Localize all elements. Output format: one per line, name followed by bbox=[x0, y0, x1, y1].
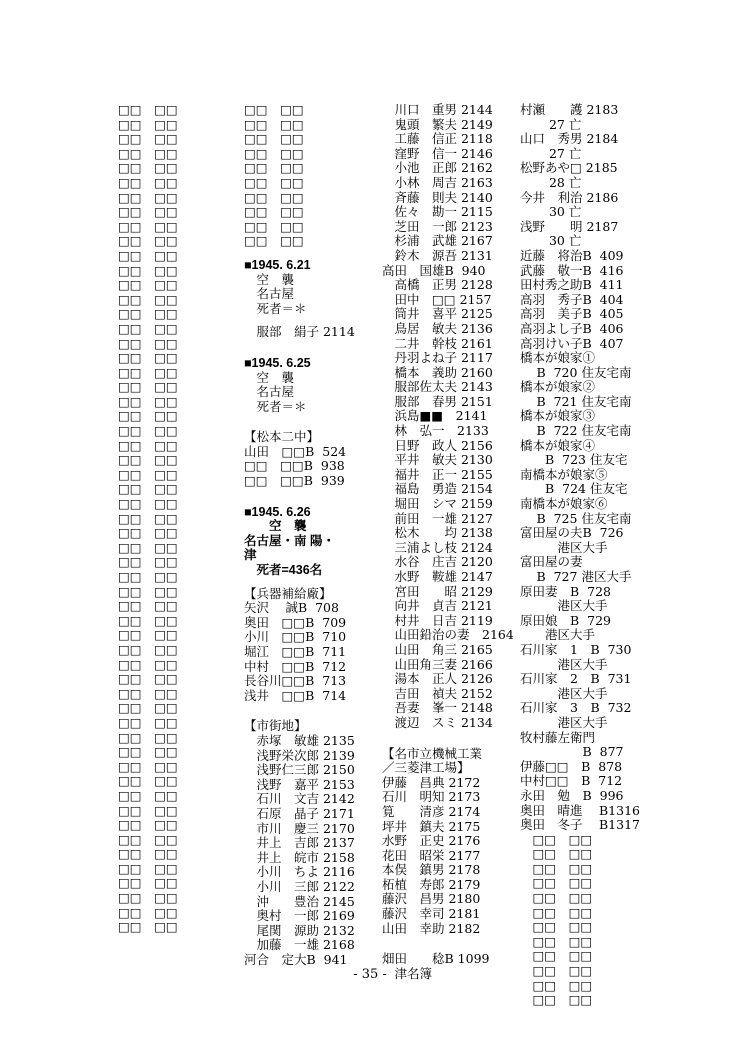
name-entry: 前田 一雄 2127 bbox=[382, 510, 493, 526]
redacted-row: □□ □□ bbox=[118, 102, 178, 117]
name-entry: 富田屋の夫B 726 bbox=[520, 525, 624, 541]
name-entry: 山口 秀男 2184 bbox=[520, 131, 619, 147]
name-entry: 市川 慶三 2170 bbox=[244, 820, 355, 836]
name-entry: 港区大手 bbox=[520, 598, 608, 614]
redacted-row: □□ □□ bbox=[118, 569, 178, 584]
name-entry: 橋本が娘家③ bbox=[520, 408, 596, 424]
redacted-row: □□ □□ bbox=[118, 291, 178, 307]
name-entry: 小林 周吉 2163 bbox=[382, 174, 493, 190]
column-2 bbox=[244, 103, 355, 967]
redacted-row: □□ □□ bbox=[118, 773, 178, 789]
name-entry: 鈴木 源吾 2131 bbox=[382, 247, 493, 263]
name-entry: 日野 政人 2156 bbox=[382, 437, 493, 453]
redacted-row: □□ □□ bbox=[118, 714, 178, 730]
name-entry: 筒井 喜平 2125 bbox=[382, 306, 493, 322]
name-entry: 松野あや□ 2185 bbox=[520, 160, 618, 176]
name-entry: 小川 三郎 2122 bbox=[244, 878, 355, 894]
redacted-row: □□ □□ bbox=[520, 904, 593, 920]
section-header-matsumoto: 【松本二中】 bbox=[244, 429, 320, 445]
name-entry: 高羽 秀子B 404 bbox=[520, 291, 624, 307]
redacted-row: □□ □□ bbox=[118, 116, 178, 132]
name-entry: 高羽よし子B 406 bbox=[520, 320, 624, 336]
name-entry: 奥田 冬子 B1317 bbox=[520, 817, 640, 833]
name-entry: 堀田 シマ 2159 bbox=[382, 496, 493, 512]
name-entry: 今井 利治 2186 bbox=[520, 189, 619, 205]
name-entry: 加藤 一雄 2168 bbox=[244, 937, 355, 953]
redacted-row: □□ □□ bbox=[118, 671, 178, 687]
name-entry: 田中 □□ 2157 bbox=[382, 291, 492, 307]
name-entry: 30 亡 bbox=[520, 204, 582, 220]
raid-type: 空 襲 bbox=[244, 369, 295, 385]
name-entry: 27 亡 bbox=[520, 145, 582, 161]
section-header-city: 【市街地】 bbox=[244, 718, 307, 734]
name-entry: 武藤 敬一B 416 bbox=[520, 262, 624, 278]
redacted-row: □□ □□ bbox=[118, 131, 178, 147]
redacted-row: □□ □□ bbox=[118, 350, 178, 366]
name-entry: B 877 bbox=[520, 744, 624, 760]
name-entry: 中村 □□B 712 bbox=[244, 658, 347, 674]
name-entry: 小川 □□B 710 bbox=[244, 629, 347, 645]
redacted-row: □□ □□ bbox=[118, 466, 178, 482]
redacted-row: □□ □□ bbox=[118, 612, 178, 628]
raid-type: 空 襲 bbox=[244, 519, 307, 534]
name-entry: 服部 春男 2151 bbox=[382, 393, 493, 409]
name-entry: 川口 重男 2144 bbox=[382, 102, 493, 117]
name-rows bbox=[382, 103, 514, 731]
redacted-row: □□ □□ bbox=[118, 496, 178, 512]
name-entry: 南橋本が娘家⑤ bbox=[520, 466, 608, 482]
name-entry: 原田娘 B 729 bbox=[520, 612, 611, 628]
name-entry: 牧村藤左衛門 bbox=[520, 729, 596, 745]
name-rows bbox=[520, 103, 640, 833]
name-entry: 二井 幹枝 2161 bbox=[382, 335, 493, 351]
redacted-row: □□ □□ bbox=[244, 102, 304, 117]
name-entry: 本俣 鎮男 2178 bbox=[382, 862, 481, 878]
redacted-row: □□ □□ bbox=[244, 116, 304, 132]
name-entry: 津名簿 bbox=[382, 965, 433, 981]
factory-rows bbox=[382, 776, 514, 937]
name-entry: 山田 幸助 2182 bbox=[382, 920, 481, 936]
name-entry: 永田 勉 B 996 bbox=[520, 787, 624, 803]
name-entry: 橋本 義助 2160 bbox=[382, 364, 493, 380]
name-entry: 向井 貞吉 2121 bbox=[382, 598, 493, 614]
redacted-row: □□ □□ bbox=[118, 247, 178, 263]
name-entry: 高羽 美子B 405 bbox=[520, 306, 624, 322]
name-entry: 橋本が娘家④ bbox=[520, 437, 596, 453]
name-entry: 丹羽よね子 2117 bbox=[382, 350, 493, 366]
name-entry: □□ □□B 938 bbox=[244, 458, 345, 474]
name-entry: 吉田 禎夫 2152 bbox=[382, 685, 493, 701]
name-entry: 窪野 信一 2146 bbox=[382, 145, 493, 161]
name-entry: 石原 晶子 2171 bbox=[244, 805, 355, 821]
name-entry: 中村□□ B 712 bbox=[520, 773, 623, 789]
redacted-row: □□ □□ bbox=[118, 554, 178, 570]
name-entry: 浜島■■ 2141 bbox=[382, 408, 488, 424]
redacted-row: □□ □□ bbox=[520, 875, 593, 891]
raid-type: 空 襲 bbox=[244, 271, 295, 287]
redacted-row: □□ □□ bbox=[118, 204, 178, 220]
name-entry: 村井 日吉 2119 bbox=[382, 612, 493, 628]
redacted-row: □□ □□ bbox=[118, 408, 178, 424]
name-entry: 杉浦 武雄 2167 bbox=[382, 233, 493, 249]
name-entry: 山田角三妻 2166 bbox=[382, 656, 493, 672]
raid-date-0626: ■1945. 6.26 bbox=[244, 504, 311, 519]
name-entry: 山田 □□B 524 bbox=[244, 443, 347, 459]
name-entry: 河合 定大B 941 bbox=[244, 951, 348, 967]
raid-place: 名古屋 bbox=[244, 384, 295, 400]
name-entry: 水野 正史 2176 bbox=[382, 833, 481, 849]
raid-deaths: 死者＝＊ bbox=[244, 300, 307, 316]
redacted-row: □□ □□ bbox=[118, 306, 178, 322]
name-entry: 伊藤□□ B 878 bbox=[520, 758, 623, 774]
name-entry: B 727 港区大手 bbox=[520, 569, 632, 584]
redacted-row: □□ □□ bbox=[520, 831, 593, 847]
redacted-row: □□ □□ bbox=[244, 189, 304, 205]
redacted-row: □□ □□ bbox=[118, 481, 178, 497]
redacted-row: □□ □□ bbox=[118, 583, 178, 599]
name-entry: 三浦よし枝 2124 bbox=[382, 539, 493, 555]
name-entry: B 721 住友宅南 bbox=[520, 393, 632, 409]
raid-date-0625: ■1945. 6.25 bbox=[244, 355, 311, 370]
redacted-row: □□ □□ bbox=[118, 262, 178, 278]
name-entry: 福島 勇造 2154 bbox=[382, 481, 493, 497]
redacted-row: □□ □□ bbox=[118, 787, 178, 803]
name-entry: 湯本 正人 2126 bbox=[382, 671, 493, 687]
raid-deaths: 死者=436名 bbox=[244, 563, 323, 578]
redacted-row: □□ □□ bbox=[118, 452, 178, 468]
name-entry: 浅野 明 2187 bbox=[520, 218, 619, 234]
redacted-row: □□ □□ bbox=[118, 233, 178, 249]
redacted-rows bbox=[244, 103, 355, 249]
redacted-row: □□ □□ bbox=[118, 174, 178, 190]
name-entry: 浅井 □□B 714 bbox=[244, 687, 347, 703]
name-entry: 浅野仁三郎 2150 bbox=[244, 762, 355, 778]
name-entry: 柘植 寿郎 2179 bbox=[382, 876, 481, 892]
name-entry: 工藤 信正 2118 bbox=[382, 131, 493, 147]
redacted-row: □□ □□ bbox=[118, 744, 178, 760]
redacted-row: □□ □□ bbox=[520, 933, 593, 949]
redacted-row: □□ □□ bbox=[118, 364, 178, 380]
name-entry: 赤塚 敏雄 2135 bbox=[244, 732, 355, 748]
redacted-row: □□ □□ bbox=[520, 963, 593, 979]
name-entry: 村瀬 護 2183 bbox=[520, 102, 619, 117]
redacted-row: □□ □□ bbox=[520, 992, 593, 1008]
name-entry: 花田 昭栄 2177 bbox=[382, 847, 481, 863]
name-entry: 小池 正郎 2162 bbox=[382, 160, 493, 176]
name-entry: 吾妻 峯一 2148 bbox=[382, 700, 493, 716]
redacted-row: □□ □□ bbox=[520, 919, 593, 935]
name-entry: 服部佐太夫 2143 bbox=[382, 379, 493, 395]
arsenal-rows bbox=[244, 601, 355, 703]
redacted-row: □□ □□ bbox=[118, 525, 178, 541]
redacted-row: □□ □□ bbox=[244, 233, 304, 249]
name-entry: B 720 住友宅南 bbox=[520, 364, 632, 380]
name-entry: 井上 皖市 2158 bbox=[244, 849, 355, 865]
name-entry: 筧 清彦 2174 bbox=[382, 803, 481, 819]
name-entry: 尾関 源助 2132 bbox=[244, 922, 355, 938]
name-entry: 港区大手 bbox=[520, 627, 596, 643]
name-entry: 石川家 3 B 732 bbox=[520, 700, 632, 716]
name-entry: 浅野栄次郎 2139 bbox=[244, 747, 355, 763]
name-entry: 伊藤 昌典 2172 bbox=[382, 774, 481, 790]
name-entry: 石川 文吉 2142 bbox=[244, 791, 355, 807]
name-entry: 鬼頭 繁夫 2149 bbox=[382, 116, 493, 132]
name-entry: 芝田 一郎 2123 bbox=[382, 218, 493, 234]
name-entry: B 724 住友宅 bbox=[520, 481, 628, 497]
redacted-row: □□ □□ bbox=[118, 423, 178, 439]
name-entry: 坪井 鎮夫 2175 bbox=[382, 818, 481, 834]
redacted-row: □□ □□ bbox=[118, 758, 178, 774]
name-entry: 水谷 庄吉 2120 bbox=[382, 554, 493, 570]
name-entry: 28 亡 bbox=[520, 174, 582, 190]
name-entry: 平井 敏夫 2130 bbox=[382, 452, 493, 468]
redacted-row: □□ □□ bbox=[244, 174, 304, 190]
name-entry: 林 弘一 2133 bbox=[382, 423, 489, 439]
name-entry: 堀江 □□B 711 bbox=[244, 644, 347, 659]
school-rows bbox=[244, 445, 355, 489]
name-entry: 30 亡 bbox=[520, 233, 582, 249]
name-entry: 港区大手 bbox=[520, 539, 608, 555]
name-entry: B 725 住友宅南 bbox=[520, 510, 632, 526]
redacted-row: □□ □□ bbox=[118, 860, 178, 876]
redacted-row: □□ □□ bbox=[520, 948, 593, 964]
redacted-row: □□ □□ bbox=[520, 977, 593, 993]
section-header-arsenal: 【兵器補給廠】 bbox=[244, 585, 332, 601]
redacted-row: □□ □□ bbox=[118, 627, 178, 643]
name-entry: 奥村 一郎 2169 bbox=[244, 908, 355, 924]
redacted-row: □□ □□ bbox=[118, 437, 178, 453]
name-entry: 水野 鞍雄 2147 bbox=[382, 569, 493, 584]
name-entry: 高田 国雄B 940 bbox=[382, 262, 486, 278]
raid-place: 名古屋・南 陽・ bbox=[244, 533, 335, 548]
redacted-row: □□ □□ bbox=[118, 145, 178, 161]
name-entry: 港区大手 bbox=[520, 685, 608, 701]
city-rows bbox=[244, 734, 355, 968]
name-entry: 高羽けい子B 407 bbox=[520, 335, 624, 351]
name-entry: 浅野 嘉平 2153 bbox=[244, 776, 355, 792]
name-entry: 山田 角三 2165 bbox=[382, 641, 493, 657]
name-entry: 石川家 2 B 731 bbox=[520, 671, 632, 687]
name-entry: 井上 吉郎 2137 bbox=[244, 835, 355, 851]
redacted-row: □□ □□ bbox=[118, 700, 178, 716]
redacted-row: □□ □□ bbox=[244, 218, 304, 234]
name-entry: 奥田 晴進 B1316 bbox=[520, 802, 640, 818]
name-entry: 福井 正一 2155 bbox=[382, 466, 493, 482]
raid-deaths: 死者＝＊ bbox=[244, 398, 307, 414]
name-entry: 南橋本が娘家⑥ bbox=[520, 496, 608, 512]
redacted-row: □□ □□ bbox=[118, 685, 178, 701]
raid-entry: 服部 絹子 2114 bbox=[244, 324, 355, 340]
redacted-row: □□ □□ bbox=[520, 860, 593, 876]
redacted-row: □□ □□ bbox=[118, 379, 178, 395]
name-entry: 宮田 昭 2129 bbox=[382, 583, 493, 599]
name-entry: 斉藤 則夫 2140 bbox=[382, 189, 493, 205]
redacted-row: □□ □□ bbox=[118, 802, 178, 818]
section-header-factory-2: ／三菱津工場】 bbox=[382, 760, 470, 776]
section-header-factory: 【名市立機械工業 bbox=[382, 745, 483, 761]
name-entry: 橋本が娘家② bbox=[520, 379, 596, 395]
name-entry: 27 亡 bbox=[520, 116, 582, 132]
name-entry: 高橋 正男 2128 bbox=[382, 277, 493, 293]
name-entry: 橋本が娘家① bbox=[520, 350, 596, 366]
redacted-row: □□ □□ bbox=[244, 145, 304, 161]
redacted-row: □□ □□ bbox=[118, 831, 178, 847]
redacted-row: □□ □□ bbox=[118, 875, 178, 891]
name-entry: 山田鉛治の妻 2164 bbox=[382, 627, 514, 643]
raid-place: 名古屋 bbox=[244, 286, 295, 302]
raid-place-2: 津 bbox=[244, 548, 257, 563]
redacted-row: □□ □□ bbox=[118, 919, 178, 935]
name-entry: 石川家 1 B 730 bbox=[520, 641, 632, 657]
redacted-row: □□ □□ bbox=[118, 890, 178, 906]
name-entry: 沖 豊治 2145 bbox=[244, 893, 355, 909]
page-number: - 35 - bbox=[353, 967, 387, 982]
name-entry: 小川 ちよ 2116 bbox=[244, 864, 355, 880]
redacted-row: □□ □□ bbox=[244, 160, 304, 176]
name-entry: 藤沢 昌男 2180 bbox=[382, 891, 481, 907]
name-entry: 富田屋の妻 bbox=[520, 554, 583, 570]
redacted-row: □□ □□ bbox=[118, 218, 178, 234]
redacted-row: □□ □□ bbox=[118, 539, 178, 555]
redacted-row: □□ □□ bbox=[244, 131, 304, 147]
name-entry: 原田妻 B 728 bbox=[520, 583, 611, 599]
redacted-row: □□ □□ bbox=[118, 846, 178, 862]
redacted-row: □□ □□ bbox=[118, 641, 178, 657]
redacted-row: □□ □□ bbox=[118, 656, 178, 672]
name-entry: 近藤 将治B 409 bbox=[520, 247, 624, 263]
column-1 bbox=[118, 103, 178, 935]
redacted-row: □□ □□ bbox=[118, 510, 178, 526]
name-entry: 田村秀之助B 411 bbox=[520, 277, 624, 293]
name-entry: B 722 住友宅南 bbox=[520, 423, 632, 439]
name-entry: 畑田 稔B 1099 bbox=[382, 951, 490, 967]
name-entry: 港区大手 bbox=[520, 714, 608, 730]
column-4 bbox=[520, 103, 640, 1008]
raid-date-0621: ■1945. 6.21 bbox=[244, 257, 311, 272]
name-entry: 鳥居 敏夫 2136 bbox=[382, 320, 493, 336]
redacted-row: □□ □□ bbox=[520, 846, 593, 862]
name-entry: 佐々 勘一 2115 bbox=[382, 204, 493, 220]
redacted-row: □□ □□ bbox=[118, 729, 178, 745]
redacted-row: □□ □□ bbox=[118, 598, 178, 614]
name-entry: 石川 明知 2173 bbox=[382, 789, 481, 805]
name-entry: 港区大手 bbox=[520, 656, 608, 672]
name-entry: 長谷川□□B 713 bbox=[244, 673, 347, 689]
redacted-row: □□ □□ bbox=[118, 320, 178, 336]
redacted-row: □□ □□ bbox=[118, 189, 178, 205]
redacted-row: □□ □□ bbox=[118, 335, 178, 351]
name-entry: □□ □□B 939 bbox=[244, 473, 345, 489]
redacted-row: □□ □□ bbox=[244, 204, 304, 220]
redacted-row: □□ □□ bbox=[118, 277, 178, 293]
redacted-row: □□ □□ bbox=[118, 393, 178, 409]
name-entry: B 723 住友宅 bbox=[520, 452, 628, 468]
name-entry: 奥田 □□B 709 bbox=[244, 614, 347, 630]
column-3 bbox=[382, 103, 514, 981]
name-entry: 矢沢 誠B 708 bbox=[244, 600, 339, 616]
redacted-row: □□ □□ bbox=[118, 904, 178, 920]
redacted-row: □□ □□ bbox=[520, 890, 593, 906]
name-entry: 渡辺 スミ 2134 bbox=[382, 714, 493, 730]
name-entry: 藤沢 幸司 2181 bbox=[382, 906, 481, 922]
redacted-row: □□ □□ bbox=[118, 160, 178, 176]
name-entry: 松木 均 2138 bbox=[382, 525, 493, 541]
redacted-row: □□ □□ bbox=[118, 817, 178, 833]
